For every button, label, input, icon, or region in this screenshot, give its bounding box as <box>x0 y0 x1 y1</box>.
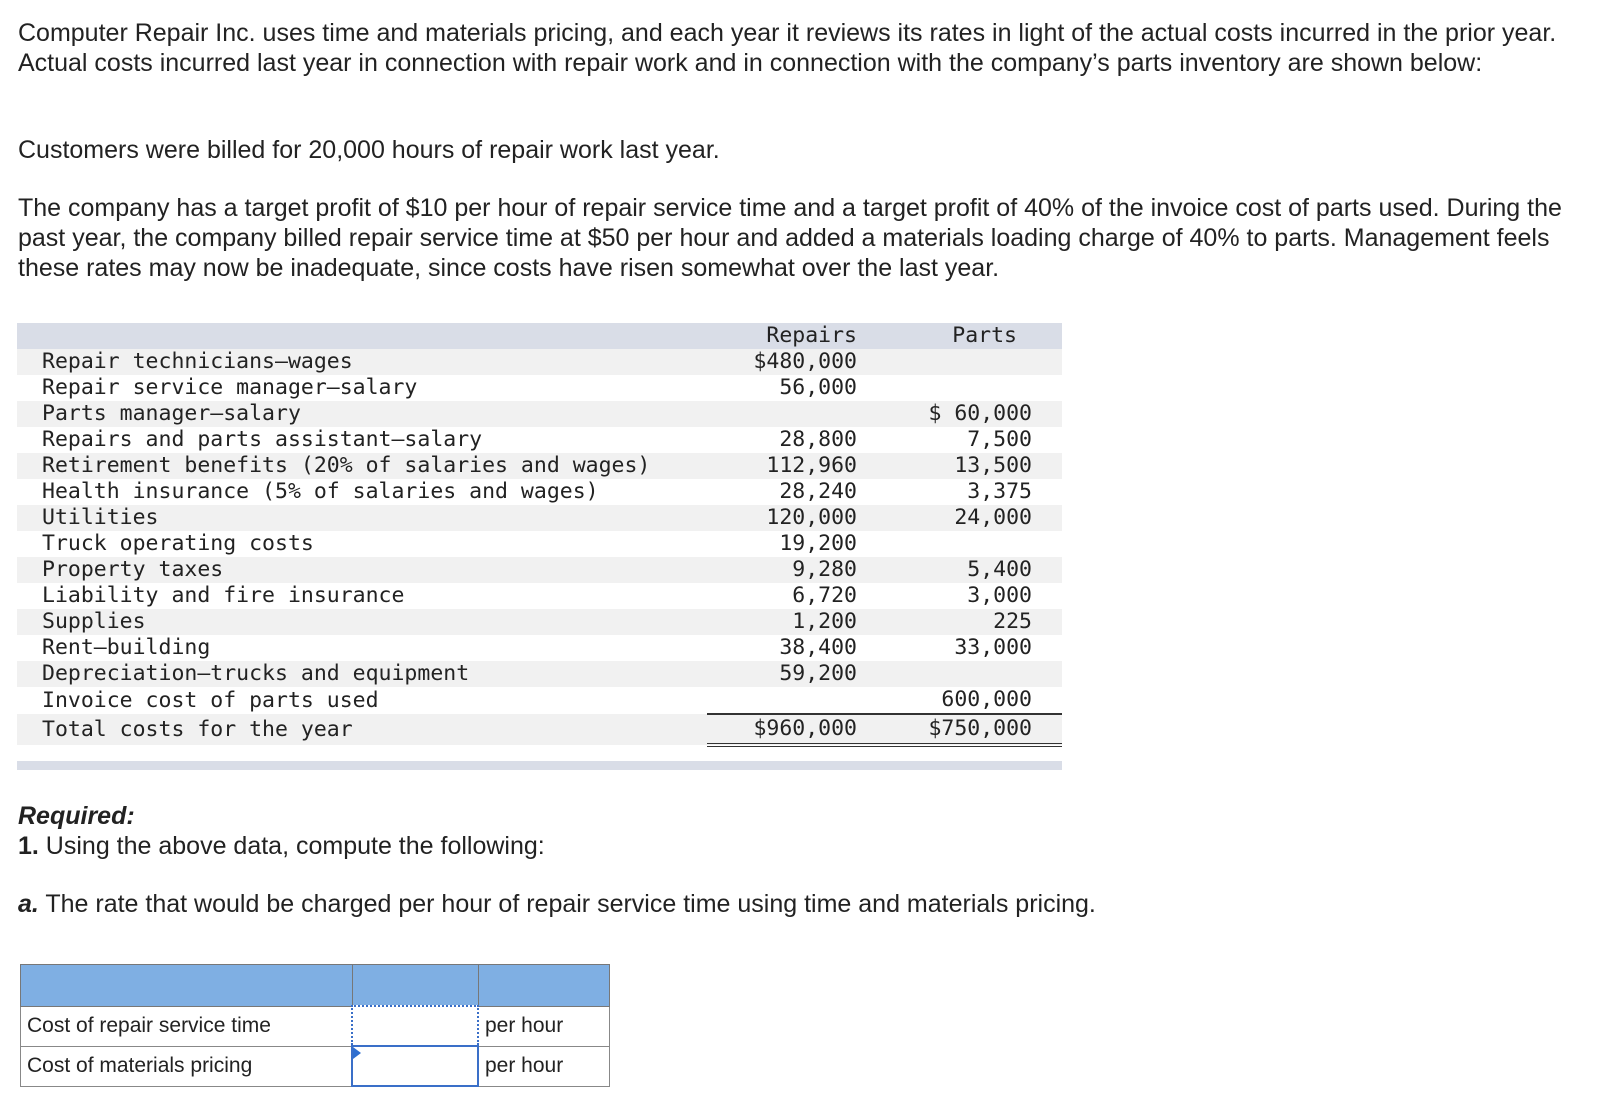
table-row <box>17 401 1062 427</box>
answer-input-cell[interactable] <box>352 1006 478 1046</box>
repairs-value <box>707 687 869 714</box>
answer-row-unit: per hour <box>478 1046 610 1086</box>
total-parts: $750,000 <box>869 714 1062 745</box>
required-item-a <box>18 890 1096 919</box>
repairs-value: 1,200 <box>707 609 869 635</box>
header-blank <box>17 323 707 349</box>
table-row <box>17 661 1062 687</box>
row-label: Health insurance (5% of salaries and wages) <box>17 479 707 505</box>
cost-table-header <box>17 323 1062 349</box>
repairs-value: 9,280 <box>707 557 869 583</box>
repairs-value: 6,720 <box>707 583 869 609</box>
row-label: Invoice cost of parts used <box>17 687 707 714</box>
total-label: Total costs for the year <box>17 714 707 745</box>
repairs-value <box>707 401 869 427</box>
required-heading: Required: <box>18 802 135 830</box>
required-item-1 <box>18 832 545 861</box>
parts-value <box>869 661 1062 687</box>
parts-value <box>869 531 1062 557</box>
total-repairs: $960,000 <box>707 714 869 745</box>
repairs-value: 38,400 <box>707 635 869 661</box>
row-label: Repair technicians—wages <box>17 349 707 375</box>
repairs-value: 28,240 <box>707 479 869 505</box>
repairs-value: 120,000 <box>707 505 869 531</box>
cost-table <box>17 323 1062 747</box>
answer-row-label: Cost of materials pricing <box>21 1046 353 1086</box>
repairs-value: 56,000 <box>707 375 869 401</box>
answer-header-cell <box>21 965 353 1007</box>
total-row <box>17 714 1062 745</box>
row-label: Repairs and parts assistant—salary <box>17 427 707 453</box>
repairs-value: $480,000 <box>707 349 869 375</box>
item-1-text: Using the above data, compute the following: <box>38 832 545 860</box>
answer-header-cell <box>352 965 478 1007</box>
row-label: Supplies <box>17 609 707 635</box>
answer-table-header <box>21 965 610 1007</box>
header-parts: Parts <box>869 323 1062 349</box>
intro-paragraph-3: The company has a target profit of $10 per hour of repair service time and a target profit of 40% of the invoice cost of parts used. During the past year, the company billed repair service time at $50 per hour and added a materials loading charge of 40% to parts. Management feels these rates may now be inadequate, since costs have risen somewhat over the last year. <box>18 194 1562 282</box>
row-label: Property taxes <box>17 557 707 583</box>
table-row <box>17 427 1062 453</box>
table-row <box>17 375 1062 401</box>
row-label: Rent—building <box>17 635 707 661</box>
table-bottom-divider <box>17 761 1062 770</box>
row-label: Liability and fire insurance <box>17 583 707 609</box>
table-row <box>17 453 1062 479</box>
answer-header-cell <box>478 965 610 1007</box>
table-row <box>17 505 1062 531</box>
table-row <box>17 349 1062 375</box>
materials-pricing-input[interactable] <box>353 1048 477 1084</box>
row-label: Repair service manager—salary <box>17 375 707 401</box>
repairs-value: 28,800 <box>707 427 869 453</box>
intro-paragraph-1: Computer Repair Inc. uses time and materials pricing, and each year it reviews its rates in light of the actual costs incurred in the prior year. Actual costs incurred last year in connection with repair work and in connection with the company’s parts inventory are shown below: <box>18 19 1557 77</box>
row-label: Utilities <box>17 505 707 531</box>
parts-value: 5,400 <box>869 557 1062 583</box>
repairs-value: 59,200 <box>707 661 869 687</box>
table-row <box>17 557 1062 583</box>
table-row <box>17 583 1062 609</box>
row-label: Parts manager—salary <box>17 401 707 427</box>
parts-value: 225 <box>869 609 1062 635</box>
header-repairs: Repairs <box>707 323 869 349</box>
answer-row-unit: per hour <box>478 1006 610 1046</box>
table-row <box>17 635 1062 661</box>
active-cell-marker-icon <box>353 1047 361 1059</box>
parts-value: 600,000 <box>869 687 1062 714</box>
table-row <box>17 687 1062 714</box>
answer-input-cell[interactable] <box>352 1046 478 1086</box>
repairs-value: 112,960 <box>707 453 869 479</box>
table-row <box>17 609 1062 635</box>
parts-value: 3,375 <box>869 479 1062 505</box>
intro-paragraph-2: Customers were billed for 20,000 hours of repair work last year. <box>18 136 720 164</box>
parts-value: 33,000 <box>869 635 1062 661</box>
repair-service-rate-input[interactable] <box>353 1008 477 1044</box>
table-row <box>17 531 1062 557</box>
row-label: Depreciation—trucks and equipment <box>17 661 707 687</box>
item-a-text: The rate that would be charged per hour of repair service time using time and materials pricing. <box>38 890 1096 918</box>
repairs-value: 19,200 <box>707 531 869 557</box>
answer-row <box>21 1006 610 1046</box>
parts-value: $ 60,000 <box>869 401 1062 427</box>
parts-value <box>869 349 1062 375</box>
row-label: Retirement benefits (20% of salaries and wages) <box>17 453 707 479</box>
answer-row <box>21 1046 610 1086</box>
parts-value: 13,500 <box>869 453 1062 479</box>
parts-value: 3,000 <box>869 583 1062 609</box>
cost-table-container <box>17 323 1062 770</box>
row-label: Truck operating costs <box>17 531 707 557</box>
item-a-letter: a. <box>18 890 39 918</box>
item-1-number: 1. <box>18 832 39 860</box>
answer-table <box>20 964 610 1087</box>
parts-value: 24,000 <box>869 505 1062 531</box>
parts-value <box>869 375 1062 401</box>
answer-row-label: Cost of repair service time <box>21 1006 353 1046</box>
table-row <box>17 479 1062 505</box>
parts-value: 7,500 <box>869 427 1062 453</box>
